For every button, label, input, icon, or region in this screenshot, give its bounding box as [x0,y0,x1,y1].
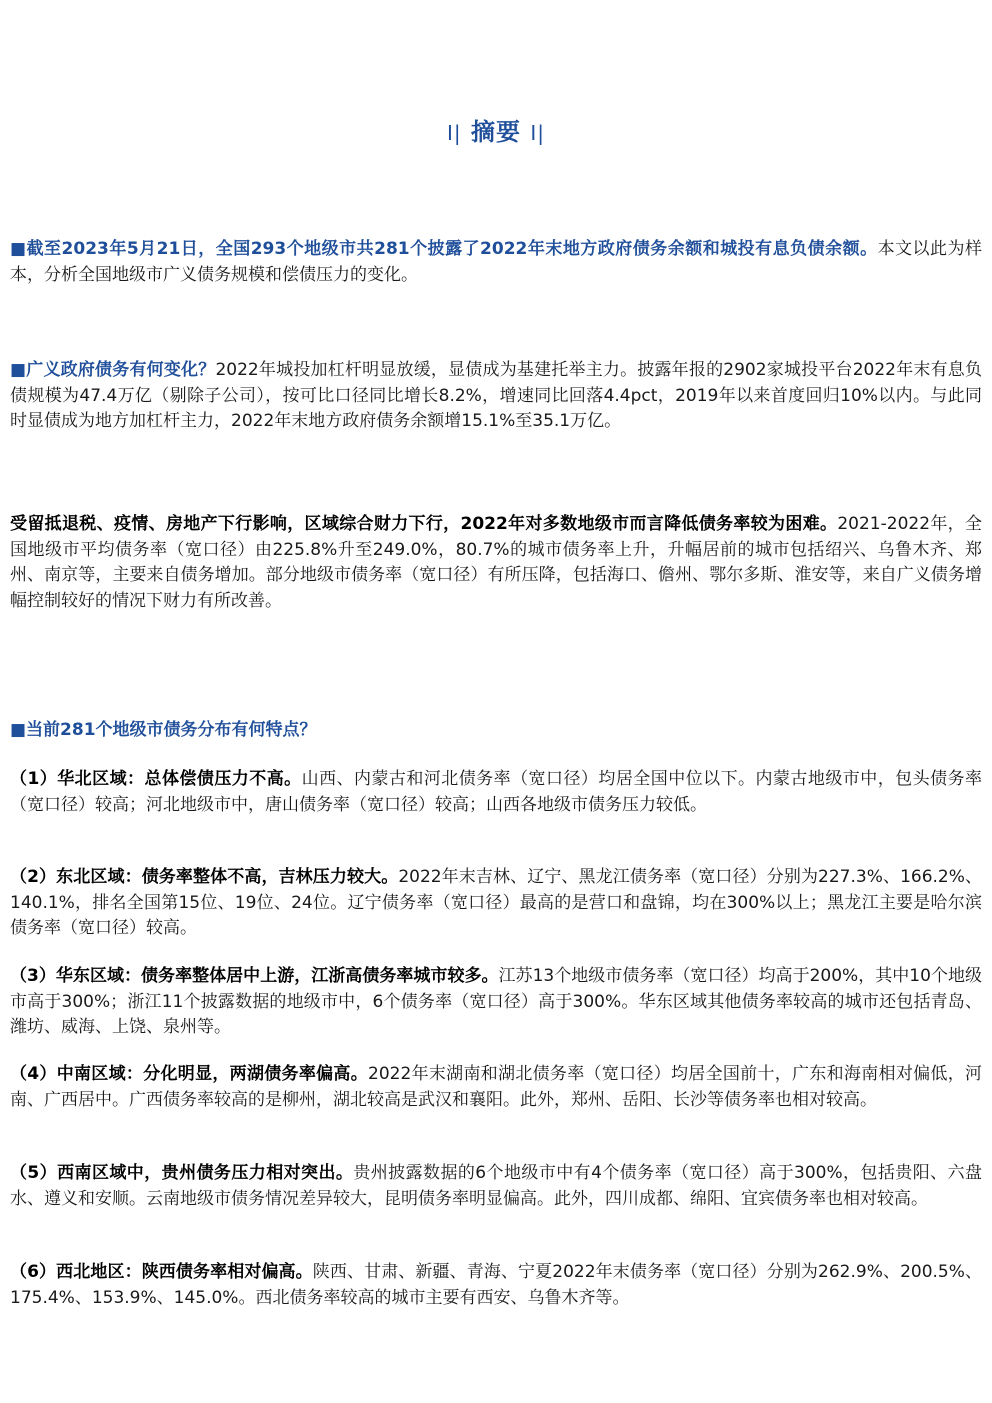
region-paragraph-north [10,767,982,818]
region-text: 贵州披露数据的6个地级市中有4个债务率（宽口径）高于300%，包括贵阳、六盘水、遵义和安顺。云南地级市债务情况差异较大，昆明债务率明显偏高。此外，四川成都、绵阳、宜宾债务率也相对较高。 [10,1163,983,1209]
summary-paragraph-3 [10,512,982,614]
region-heading: （6）西北地区：陕西债务率相对偏高。 [10,1262,313,1282]
region-text: 陕西、甘肃、新疆、青海、宁夏2022年末债务率（宽口径）分别为262.9%、200.5%、175.4%、153.9%、145.0%。西北债务率较高的城市主要有西安、乌鲁木齐等。 [10,1262,983,1308]
paragraph-2-heading: 广义政府债务有何变化？ [26,360,216,380]
region-text: 2022年末湖南和湖北债务率（宽口径）均居全国前十，广东和海南相对偏低，河南、广西居中。广西债务率较高的是柳州，湖北较高是武汉和襄阳。此外，郑州、岳阳、长沙等债务率也相对较高。 [10,1064,982,1110]
summary-paragraph-2 [10,358,982,435]
page-title [10,112,982,147]
region-paragraph-northeast [10,865,982,942]
region-heading: （5）西南区域中，贵州债务压力相对突出。 [10,1163,354,1183]
paragraph-3-heading: 受留抵退税、疫情、房地产下行影响，区域综合财力下行，2022年对多数地级市而言降低债务率较为困难。 [10,514,838,534]
paragraph-2-text: 2022年城投加杠杆明显放缓，显债成为基建托举主力。披露年报的2902家城投平台2022年末有息负债规模为47.4万亿（剔除子公司），按可比口径同比增长8.2%，增速同比回落4.4pct，2019年以来首度回归10%以内。与此同时显债成为地方加杠杆主力，2022年末地方政府债务余额增15.1%至35.1万亿。 [10,360,982,431]
paragraph-3-text: 2021-2022年，全国地级市平均债务率（宽口径）由225.8%升至249.0%，80.7%的城市债务率上升，升幅居前的城市包括绍兴、乌鲁木齐、郑州、南京等，主要来自债务增加。部分地级市债务率（宽口径）有所压降，包括海口、儋州、鄂尔多斯、淮安等，来自广义债务增幅控制较好的情况下财力有所改善。 [10,514,983,611]
region-paragraph-east [10,964,982,1041]
region-heading: （4）中南区域：分化明显，两湖债务率偏高。 [10,1064,369,1084]
region-heading: （3）华东区域：债务率整体居中上游，江浙高债务率城市较多。 [10,966,499,986]
region-text: 江苏13个地级市债务率（宽口径）均高于200%，其中10个地级市高于300%；浙江11个披露数据的地级市中，6个债务率（宽口径）高于300%。华东区域其他债务率较高的城市还包括青岛、潍坊、威海、上饶、泉州等。 [10,966,982,1037]
summary-paragraph-1 [10,237,982,288]
region-paragraph-southwest [10,1161,982,1212]
bullet-square-icon: ■ [10,360,27,380]
paragraph-4-heading: 当前281个地级市债务分布有何特点？ [26,720,317,740]
region-heading: （1）华北区域：总体偿债压力不高。 [10,769,302,789]
region-paragraph-northwest [10,1260,982,1311]
title-left-mark: I| [447,121,462,145]
bullet-square-icon: ■ [10,239,27,259]
title-text: 摘要 [471,118,521,146]
paragraph-1-text: 本文以此为样本，分析全国地级市广义债务规模和偿债压力的变化。 [10,239,983,285]
summary-paragraph-4 [10,718,982,744]
title-right-mark: I| [530,121,545,145]
bullet-square-icon: ■ [10,720,27,740]
region-paragraph-central-south [10,1062,982,1113]
paragraph-1-heading: 截至2023年5月21日，全国293个地级市共281个披露了2022年末地方政府债务余额和城投有息负债余额。 [26,239,878,259]
region-heading: （2）东北区域：债务率整体不高，吉林压力较大。 [10,867,399,887]
region-text: 山西、内蒙古和河北债务率（宽口径）均居全国中位以下。内蒙古地级市中，包头债务率（宽口径）较高；河北地级市中，唐山债务率（宽口径）较高；山西各地级市债务压力较低。 [10,769,982,815]
region-text: 2022年末吉林、辽宁、黑龙江债务率（宽口径）分别为227.3%、166.2%、140.1%，排名全国第15位、19位、24位。辽宁债务率（宽口径）最高的是营口和盘锦，均在300%以上；黑龙江主要是哈尔滨债务率（宽口径）较高。 [10,867,983,938]
